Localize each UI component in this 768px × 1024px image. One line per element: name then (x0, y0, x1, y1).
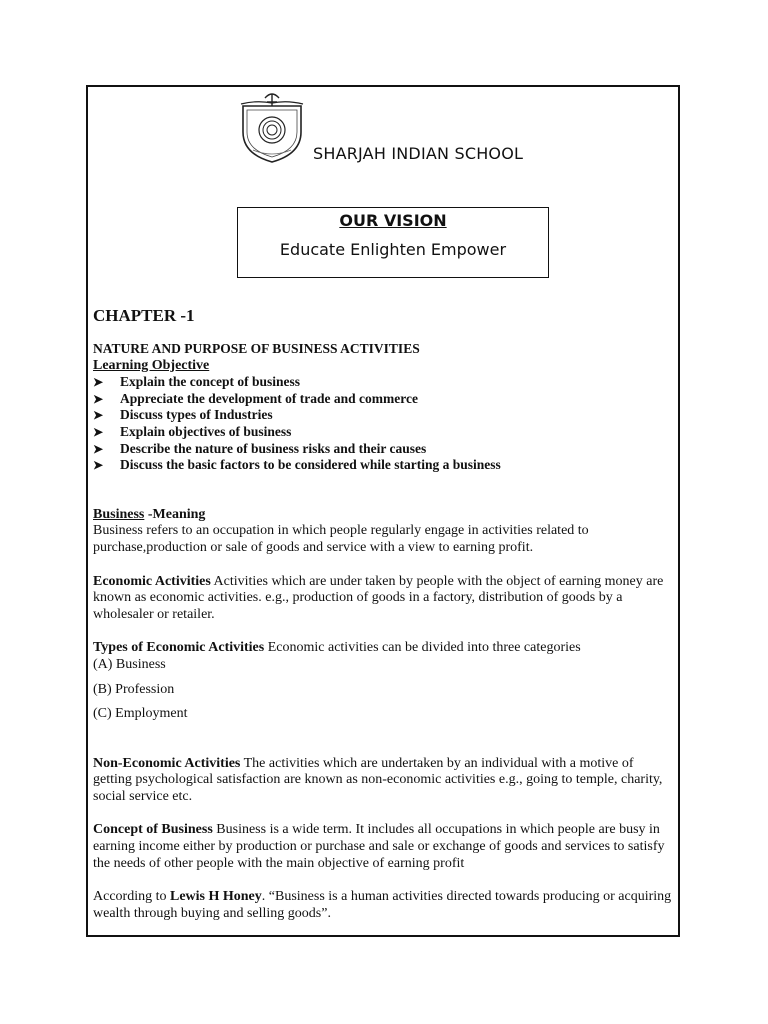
arrow-bullet-icon: ➤ (93, 441, 104, 456)
concept-paragraph: Concept of Business Business is a wide term. It includes all occupations in which people are busy in earning income either by production or purchase and sale or exchange of goods and services to satisfy the needs of other people with the main objective of earning profit (93, 822, 665, 871)
list-item: ➤ Discuss the basic factors to be considered while starting a business (93, 457, 501, 473)
business-meaning-heading: Business -Meaning (93, 506, 206, 522)
definition-paragraph: According to Lewis H Honey. “Business is a human activities directed towards producing or acquiring wealth through buying and selling goods”. (93, 889, 672, 921)
types-paragraph: Types of Economic Activities Economic activities can be divided into three categories (93, 640, 581, 656)
category-item: (B) Profession (93, 681, 175, 697)
arrow-bullet-icon: ➤ (93, 375, 104, 390)
non-economic-paragraph: Non-Economic Activities The activities which are undertaken by an individual with a motive of getting psychological satisfaction are known as non-economic activities e.g., going to temple, charity, social service etc. (93, 755, 663, 804)
chapter-content (93, 341, 675, 922)
school-crest-icon (237, 88, 307, 164)
chapter-title: CHAPTER -1 (93, 306, 195, 325)
learning-objective-label: Learning Objective (93, 357, 210, 373)
vision-text: Educate Enlighten Empower (279, 240, 507, 259)
school-name: SHARJAH INDIAN SCHOOL (313, 144, 524, 163)
arrow-bullet-icon: ➤ (93, 424, 104, 439)
list-item: ➤ Explain objectives of business (93, 423, 292, 439)
business-meaning-text: Business refers to an occupation in which people regularly engage in activities related to purchase,production or sale of goods and service with a view to earning profit. (93, 523, 589, 555)
vision-title: OUR VISION (339, 211, 447, 230)
objectives-list (93, 374, 675, 474)
category-item: (C) Employment (93, 706, 188, 722)
vision-box (237, 207, 549, 278)
category-item: (A) Business (93, 656, 166, 672)
list-item: ➤ Describe the nature of business risks and their causes (93, 440, 427, 456)
arrow-bullet-icon: ➤ (93, 408, 104, 423)
arrow-bullet-icon: ➤ (93, 391, 104, 406)
economic-activities-paragraph: Economic Activities Activities which are under taken by people with the object of earning money are known as economic activities. e.g., production of goods in a factory, distribution of goods by a wholesaler or retailer. (93, 573, 664, 622)
chapter-subtitle: NATURE AND PURPOSE OF BUSINESS ACTIVITIES (93, 341, 420, 356)
list-item: ➤ Appreciate the development of trade and commerce (93, 390, 418, 406)
list-item: ➤ Explain the concept of business (93, 374, 301, 390)
list-item: ➤ Discuss types of Industries (93, 407, 273, 423)
arrow-bullet-icon: ➤ (93, 458, 104, 473)
